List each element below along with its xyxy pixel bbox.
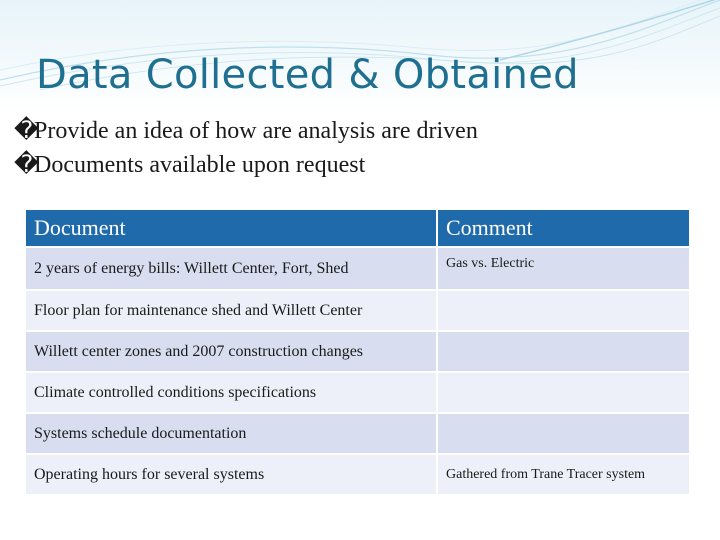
comment-cell	[438, 414, 689, 453]
comment-cell: Gas vs. Electric	[438, 248, 689, 289]
document-cell: Operating hours for several systems	[26, 455, 436, 494]
square-bullet-icon: �	[14, 152, 39, 178]
table-row	[26, 414, 689, 453]
square-bullet-icon: �	[14, 118, 39, 144]
header-document: Document	[26, 210, 436, 246]
comment-cell: Gathered from Trane Tracer system	[438, 455, 689, 494]
bullet-text: Documents available upon request	[34, 152, 366, 178]
bullet-item	[14, 148, 478, 182]
document-cell: 2 years of energy bills: Willett Center, Fort, Shed	[26, 248, 436, 289]
table-header-row	[26, 210, 689, 246]
table-row	[26, 373, 689, 412]
bullet-list	[14, 114, 478, 182]
bullet-text: Provide an idea of how are analysis are driven	[34, 118, 478, 144]
table-row	[26, 291, 689, 330]
table-row	[26, 455, 689, 494]
document-cell: Systems schedule documentation	[26, 414, 436, 453]
table-row	[26, 248, 689, 289]
table-row	[26, 332, 689, 371]
document-cell: Floor plan for maintenance shed and Willett Center	[26, 291, 436, 330]
bullet-item	[14, 114, 478, 148]
slide-title: Data Collected & Obtained	[36, 52, 579, 98]
documents-table	[24, 208, 691, 496]
document-cell: Climate controlled conditions specifications	[26, 373, 436, 412]
header-comment: Comment	[438, 210, 689, 246]
comment-cell	[438, 291, 689, 330]
document-cell: Willett center zones and 2007 construction changes	[26, 332, 436, 371]
comment-cell	[438, 373, 689, 412]
comment-cell	[438, 332, 689, 371]
